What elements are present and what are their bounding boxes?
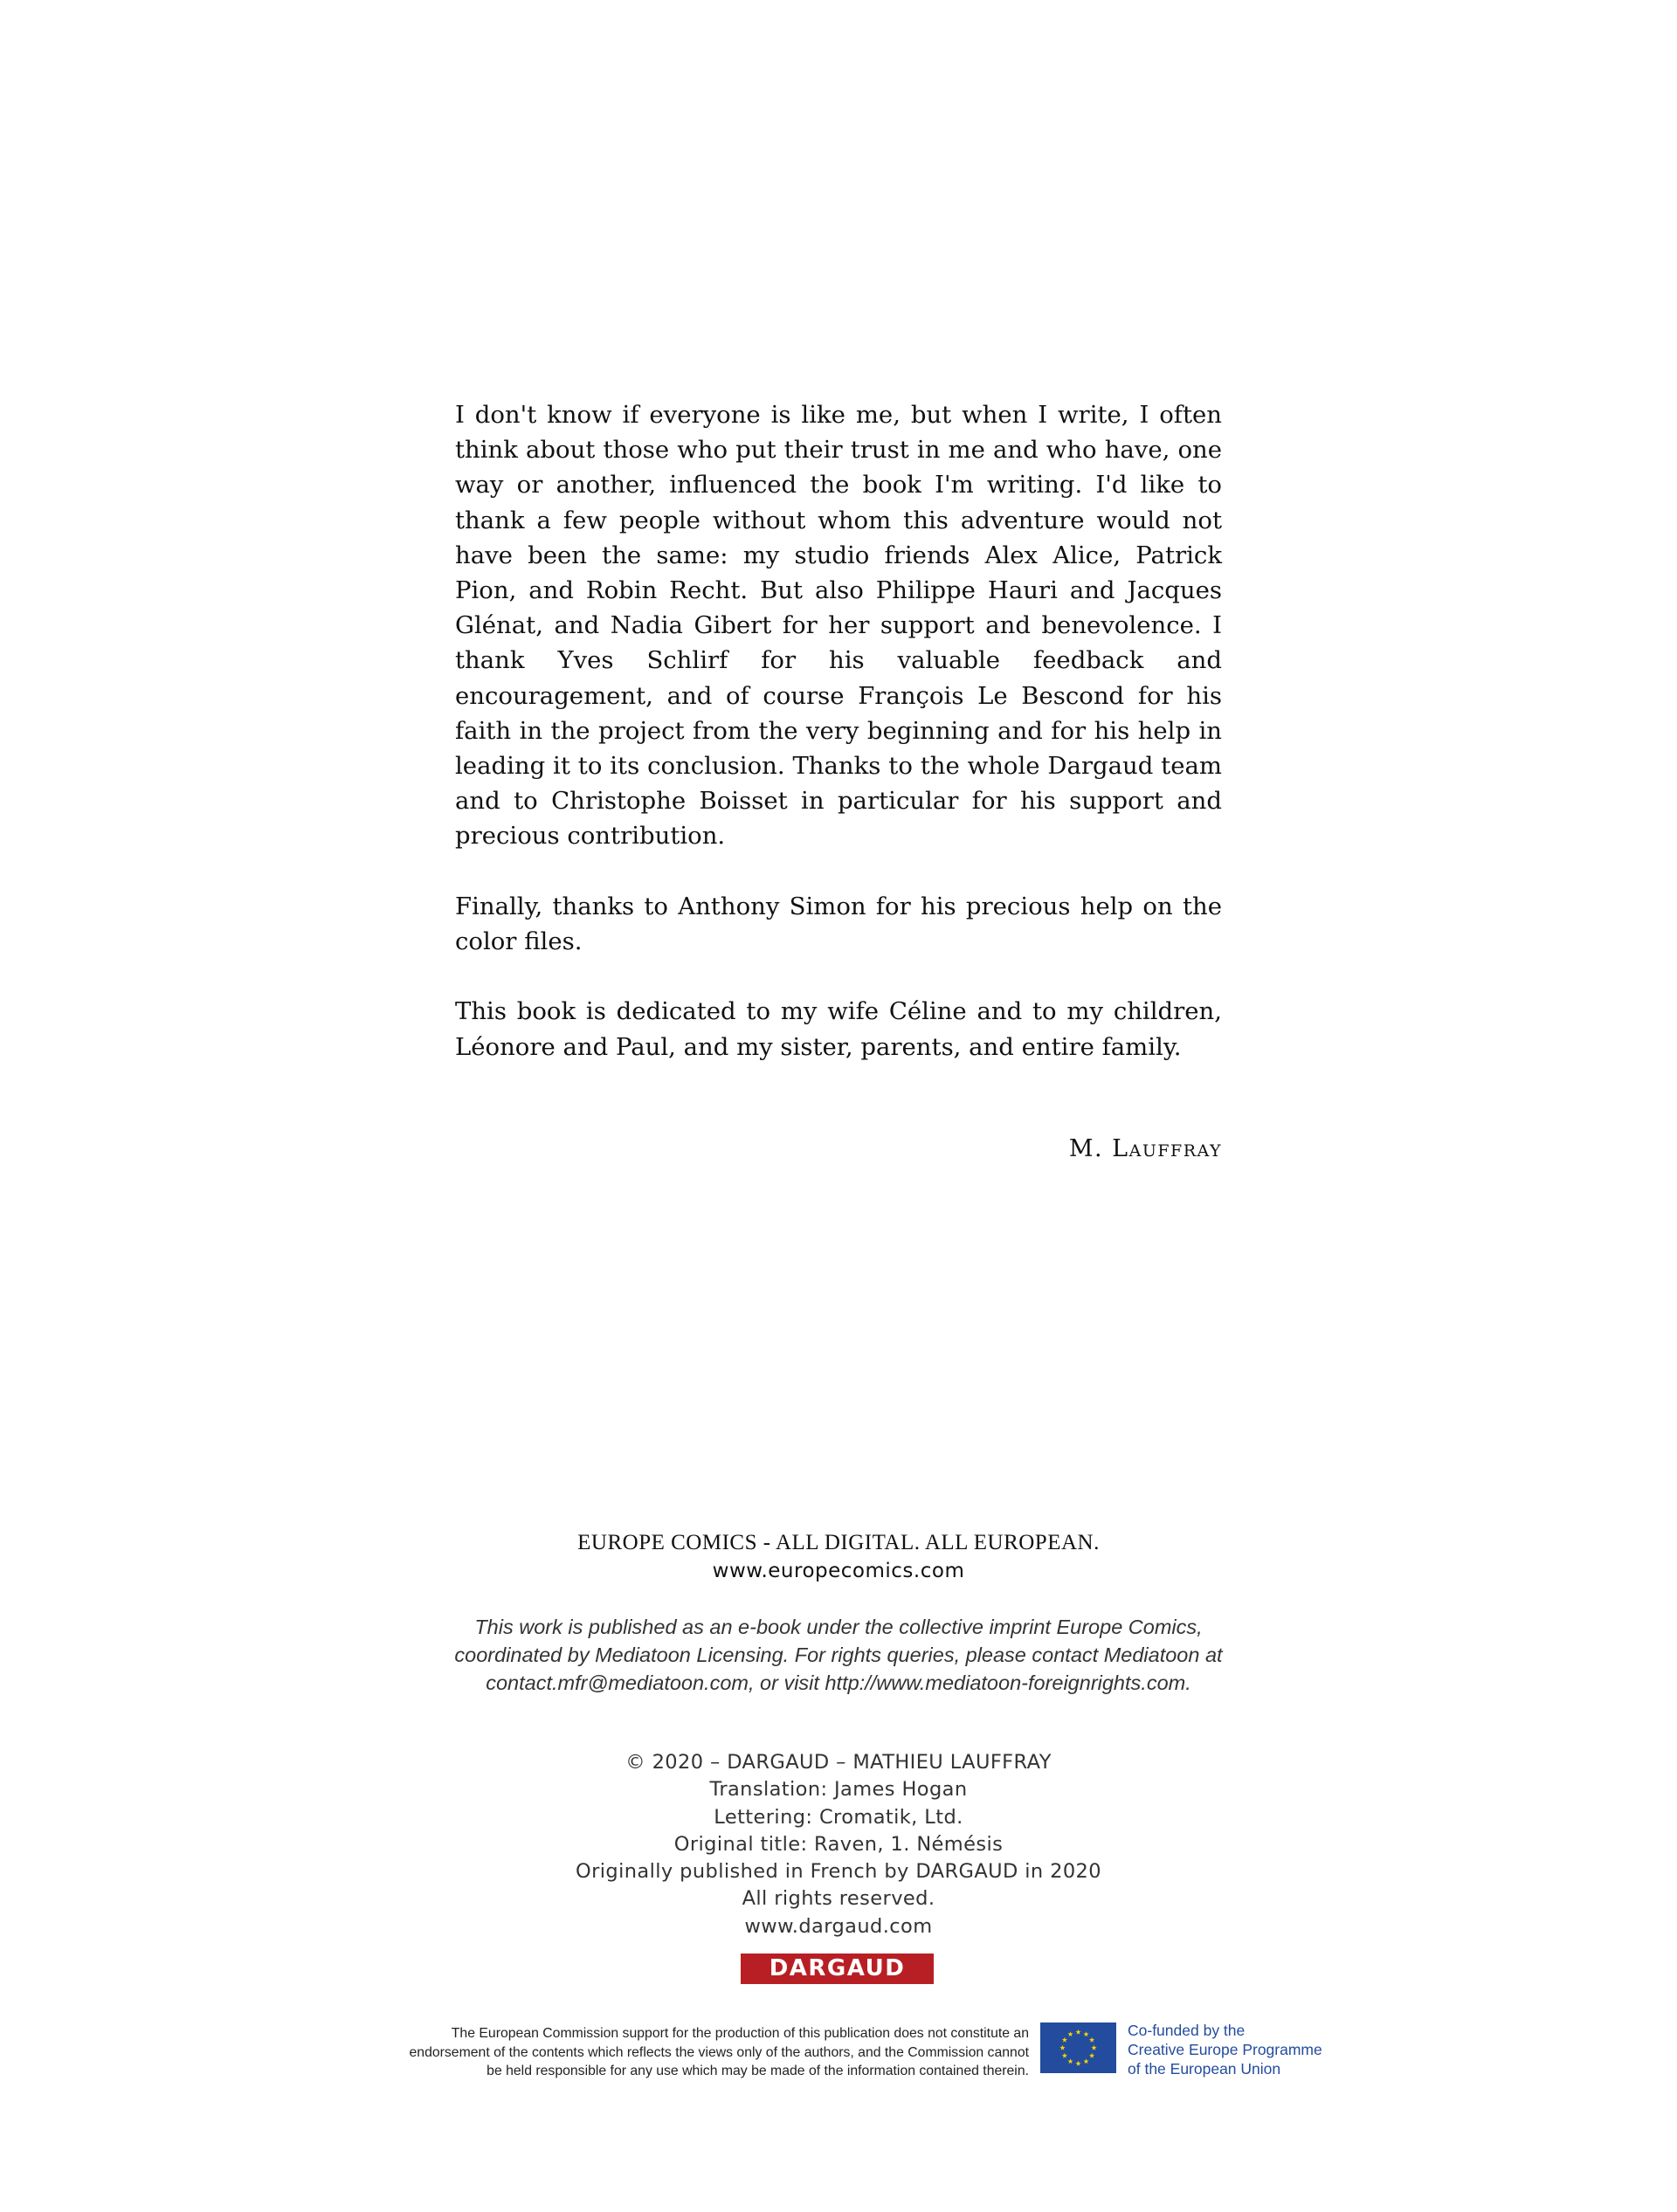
eu-star-icon — [1062, 2053, 1067, 2058]
credits-original-title: Original title: Raven, 1. Némésis — [673, 1832, 1004, 1856]
credits-rights: All rights reserved. — [742, 1887, 935, 1911]
eu-disclaimer — [288, 2024, 1029, 2081]
eu-funding-line-2: Creative Europe Programme — [1128, 2041, 1322, 2058]
eu-star-icon — [1089, 2053, 1094, 2058]
acknowledgements-paragraph-3: This book is dedicated to my wife Céline and to my children, Léonore and Paul, and my sister, parents, and entire family. — [455, 997, 1222, 1061]
eu-disclaimer-line-3: be held responsible for any use which may be made of the information contained therein. — [487, 2064, 1029, 2078]
eu-funding-line-3: of the European Union — [1128, 2060, 1281, 2078]
eu-star-icon — [1075, 2061, 1080, 2066]
imprint-tagline: EUROPE COMICS - ALL DIGITAL. ALL EUROPEAN. — [577, 1531, 1100, 1554]
eu-star-icon — [1075, 2029, 1080, 2035]
imprint-url: www.europecomics.com — [712, 1560, 965, 1582]
dargaud-logo: DARGAUD — [741, 1954, 934, 1984]
eu-star-icon — [1091, 2045, 1096, 2050]
eu-star-icon — [1067, 2031, 1073, 2036]
imprint-block — [314, 1528, 1363, 1586]
eu-funding-line-1: Co-funded by the — [1128, 2022, 1246, 2039]
author-signature: M. Lauffray — [1068, 1135, 1222, 1162]
credits-copyright: © 2020 – DARGAUD – MATHIEU LAUFFRAY — [625, 1751, 1052, 1774]
eu-flag-icon — [1040, 2022, 1116, 2073]
eu-star-icon — [1059, 2045, 1065, 2050]
rights-notice-line-1: This work is published as an e-book under the collective imprint Europe Comics, — [474, 1616, 1203, 1638]
eu-star-icon — [1083, 2058, 1088, 2064]
eu-funding-caption — [1128, 2021, 1322, 2078]
eu-star-icon — [1062, 2037, 1067, 2043]
acknowledgements-paragraph-2: Finally, thanks to Anthony Simon for his precious help on the color files. — [455, 892, 1222, 956]
rights-notice — [314, 1613, 1363, 1697]
eu-disclaimer-line-1: The European Commission support for the production of this publication does not constitute an — [451, 2026, 1029, 2041]
credits-translation: Translation: James Hogan — [709, 1778, 968, 1802]
eu-flag-stars — [1040, 2022, 1116, 2073]
credits-block — [314, 1749, 1363, 1940]
credits-original-publication: Originally published in French by DARGAUD in 2020 — [576, 1860, 1101, 1884]
acknowledgements-paragraph-1: I don't know if everyone is like me, but when I write, I often think about those who put their trust in me and who have, one way or another, influenced the book I'm writing. I'd like to thank a few people without whom this adventure would not have been the same: my studio friends Alex Alice, Patrick Pion, and Robin Recht. But also Philippe Hauri and Jacques Glénat, and Nadia Gibert for her support and benevolence. I thank Yves Schlirf for his valuable feedback and encouragement, and of course François Le Bescond for his faith in the project from the very beginning and for his help in leading it to its conclusion. Thanks to the whole Dargaud team and to Christophe Boisset in particular for his support and precious contribution. — [455, 401, 1222, 851]
eu-star-icon — [1083, 2031, 1088, 2036]
rights-notice-line-3: contact.mfr@mediatoon.com, or visit http://www.mediatoon-foreignrights.com. — [486, 1671, 1191, 1694]
eu-disclaimer-line-2: endorsement of the contents which reflects the views only of the authors, and the Commission cannot — [409, 2044, 1029, 2060]
credits-url: www.dargaud.com — [744, 1914, 933, 1938]
eu-star-icon — [1067, 2058, 1073, 2064]
eu-star-icon — [1089, 2037, 1094, 2043]
acknowledgements-text — [455, 397, 1222, 1099]
credits-lettering: Lettering: Cromatik, Ltd. — [714, 1805, 963, 1829]
rights-notice-line-2: coordinated by Mediatoon Licensing. For rights queries, please contact Mediatoon at — [454, 1643, 1223, 1666]
